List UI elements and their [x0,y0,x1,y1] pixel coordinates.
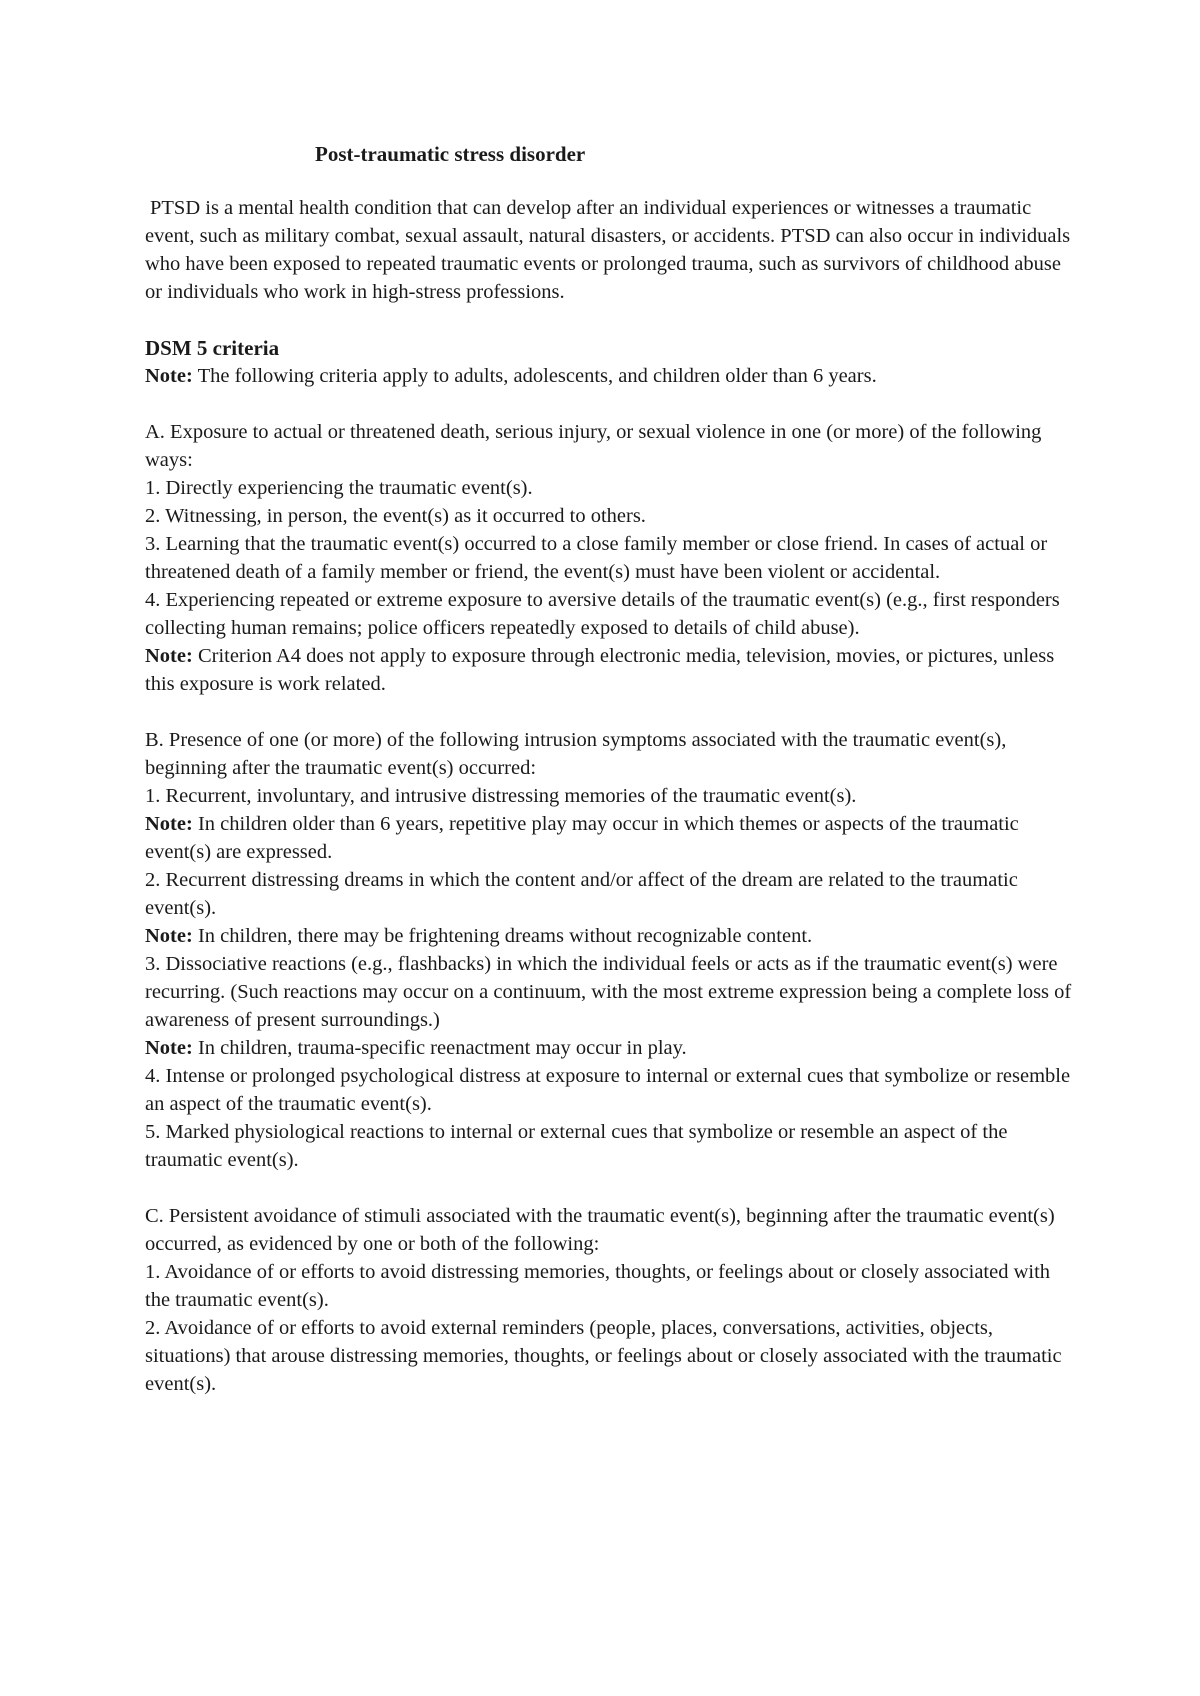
criterion-b-note [145,1034,1075,1062]
criterion-b-lead: B. Presence of one (or more) of the following intrusion symptoms associated with the traumatic event(s), beginning after the traumatic event(s) occurred: [145,729,1007,779]
criterion-b-note [145,810,1075,866]
note-text: Criterion A4 does not apply to exposure through electronic media, television, movies, or pictures, unless this exposure is work related. [145,645,1055,695]
note-text: In children, there may be frightening dreams without recognizable content. [192,925,813,947]
criterion-b-item: 2. Recurrent distressing dreams in which the content and/or affect of the dream are related to the traumatic event(s). [145,869,1018,919]
document-page [145,140,1075,1426]
criterion-c-item: 1. Avoidance of or efforts to avoid distressing memories, thoughts, or feelings about or closely associated with the traumatic event(s). [145,1261,1051,1311]
document-title: Post-traumatic stress disorder [315,142,586,166]
note-text: In children older than 6 years, repetitive play may occur in which themes or aspects of the traumatic event(s) are expressed. [145,813,1019,863]
note-text: The following criteria apply to adults, adolescents, and children older than 6 years. [192,365,877,387]
note-label: Note: [145,925,193,947]
note-label: Note: [145,645,193,667]
criterion-b-item: 4. Intense or prolonged psychological distress at exposure to internal or external cues that symbolize or resemble an aspect of the traumatic event(s). [145,1065,1071,1115]
criterion-a-item: 3. Learning that the traumatic event(s) occurred to a close family member or close friend. In cases of actual or threatened death of a family member or friend, the event(s) must have been violent or accidental. [145,533,1048,583]
criterion-b-item: 3. Dissociative reactions (e.g., flashbacks) in which the individual feels or acts as if the traumatic event(s) were recurring. (Such reactions may occur on a continuum, with the most extreme expression being a complete loss of awareness of present surroundings.) [145,953,1072,1031]
criterion-c [145,1202,1075,1398]
criterion-c-item: 2. Avoidance of or efforts to avoid external reminders (people, places, conversations, activities, objects, situations) that arouse distressing memories, thoughts, or feelings about or closely associated with the traumatic event(s). [145,1317,1062,1395]
criterion-b-item: 5. Marked physiological reactions to internal or external cues that symbolize or resemble an aspect of the traumatic event(s). [145,1121,1008,1171]
criterion-a-item: 2. Witnessing, in person, the event(s) as it occurred to others. [145,505,646,527]
criterion-a-item: 1. Directly experiencing the traumatic event(s). [145,477,533,499]
note-label: Note: [145,1037,193,1059]
dsm-note [145,362,1075,390]
criterion-c-lead: C. Persistent avoidance of stimuli associated with the traumatic event(s), beginning after the traumatic event(s) occurred, as evidenced by one or both of the following: [145,1205,1055,1255]
criterion-b-item: 1. Recurrent, involuntary, and intrusive distressing memories of the traumatic event(s). [145,785,857,807]
note-text: In children, trauma-specific reenactment may occur in play. [192,1037,687,1059]
criterion-a-note [145,642,1075,698]
criterion-a-item: 4. Experiencing repeated or extreme exposure to aversive details of the traumatic event(s) (e.g., first responders collecting human remains; police officers repeatedly exposed to details of child abuse). [145,589,1060,639]
criterion-b [145,726,1075,1174]
dsm-heading: DSM 5 criteria [145,336,280,360]
criterion-a [145,418,1075,698]
dsm-criteria-header [145,334,1075,390]
criterion-a-lead: A. Exposure to actual or threatened death, serious injury, or sexual violence in one (or more) of the following ways: [145,421,1042,471]
note-label: Note: [145,365,193,387]
criterion-b-note [145,922,1075,950]
intro-paragraph: PTSD is a mental health condition that can develop after an individual experiences or witnesses a traumatic event, such as military combat, sexual assault, natural disasters, or accidents. PTSD can also occur in individuals who have been exposed to repeated traumatic events or prolonged trauma, such as survivors of childhood abuse or individuals who work in high-stress professions. [145,197,1071,303]
note-label: Note: [145,813,193,835]
